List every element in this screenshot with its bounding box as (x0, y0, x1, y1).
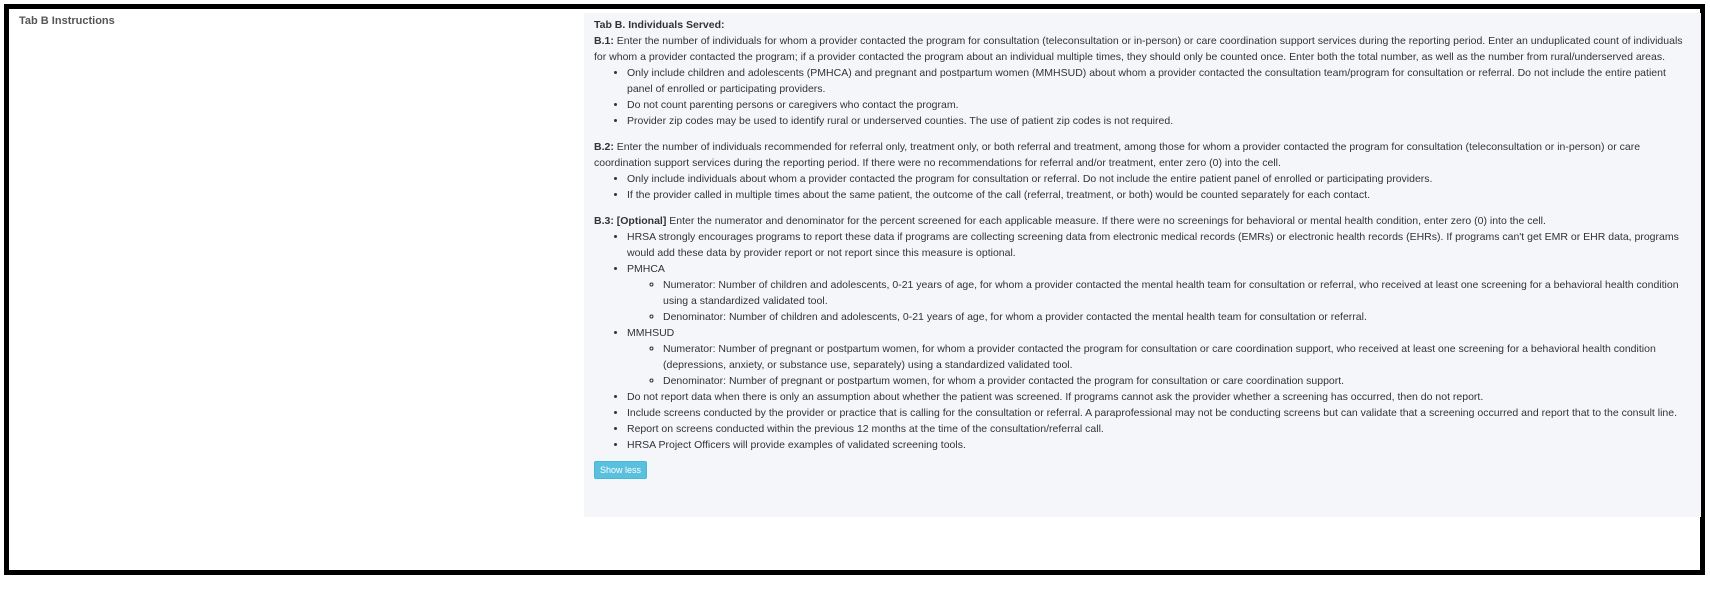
mmhsud-label: MMHSUD (627, 327, 675, 339)
b2-text: Enter the number of individuals recommended for referral only, treatment only, or both referral and treatment, among those for whom a provider contacted the program for consultation (teleconsultation or in-person) or care coordination support services during the reporting period. If there were no recommendations for referral and/or treatment, enter zero (0) into the cell. (594, 141, 1641, 169)
instructions-panel (584, 13, 1701, 517)
b3-list (594, 229, 1691, 453)
b3-paragraph (594, 213, 1691, 229)
show-less-button[interactable]: Show less (594, 461, 647, 479)
list-item: • Include screens conducted by the provider or practice that is calling for the consultation or referral. A paraprofessional may not be conducting screens but can validate that a screening occurred and report that to the consult line. (627, 405, 1691, 421)
list-item: ◦ Numerator: Number of children and adolescents, 0-21 years of age, for whom a provider contacted the mental health team for consultation or referral, who received at least one screening for a behavioral health condition using a standardized validated tool. (663, 277, 1691, 309)
b1-label: B.1: (594, 35, 614, 47)
list-item: ◦ Denominator: Number of pregnant or postpartum women, for whom a provider contacted the program for consultation or care coordination support. (663, 373, 1691, 389)
tab-title: Tab B. Individuals Served: (594, 19, 725, 31)
list-item: • Provider zip codes may be used to identify rural or underserved counties. The use of patient zip codes is not required. (627, 113, 1691, 129)
pmhca-sublist (627, 277, 1691, 325)
list-item (627, 261, 1691, 325)
list-item (627, 325, 1691, 389)
list-item: • HRSA strongly encourages programs to report these data if programs are collecting screening data from electronic medical records (EMRs) or electronic health records (EHRs). If programs can't get EMR or EHR data, programs would add these data by provider report or not report since this measure is optional. (627, 229, 1691, 261)
list-item: • Only include individuals about whom a provider contacted the program for consultation or referral. Do not include the entire patient panel of enrolled or participating providers. (627, 171, 1691, 187)
row-label: Tab B Instructions (19, 15, 115, 27)
b1-text: Enter the number of individuals for whom a provider contacted the program for consultation (teleconsultation or in-person) or care coordination support services during the reporting period. Enter an unduplicated count of individuals for whom a provider contacted the program; if a provider contacted the program about an individual multiple times, they should only be counted once. Enter both the total number, as well as the number from rural/underserved areas. (594, 35, 1683, 63)
b1-list (594, 65, 1691, 129)
mmhsud-sublist (627, 341, 1691, 389)
list-item: • Do not report data when there is only an assumption about whether the patient was screened. If programs cannot ask the provider whether a screening has occurred, then do not report. (627, 389, 1691, 405)
b3-text: Enter the numerator and denominator for the percent screened for each applicable measure. If there were no screenings for behavioral or mental health condition, enter zero (0) into the cell. (666, 215, 1546, 227)
list-item: • HRSA Project Officers will provide examples of validated screening tools. (627, 437, 1691, 453)
b1-paragraph (594, 33, 1691, 65)
pmhca-label: PMHCA (627, 263, 665, 275)
b2-label: B.2: (594, 141, 614, 153)
b2-list (594, 171, 1691, 203)
b2-paragraph (594, 139, 1691, 171)
list-item: • If the provider called in multiple times about the same patient, the outcome of the call (referral, treatment, or both) would be counted separately for each contact. (627, 187, 1691, 203)
list-item: • Only include children and adolescents (PMHCA) and pregnant and postpartum women (MMHSUD) about whom a provider contacted the consultation team/program for consultation or referral. Do not include the entire patient panel of enrolled or participating providers. (627, 65, 1691, 97)
list-item: ◦ Numerator: Number of pregnant or postpartum women, for whom a provider contacted the program for consultation or care coordination support, who received at least one screening for a behavioral health condition (depressions, anxiety, or substance use, separately) using a standardized validated tool. (663, 341, 1691, 373)
page-frame (4, 4, 1705, 575)
b3-label: B.3: [Optional] (594, 215, 667, 227)
list-item: • Do not count parenting persons or caregivers who contact the program. (627, 97, 1691, 113)
list-item: • Report on screens conducted within the previous 12 months at the time of the consultation/referral call. (627, 421, 1691, 437)
list-item: ◦ Denominator: Number of children and adolescents, 0-21 years of age, for whom a provider contacted the mental health team for consultation or referral. (663, 309, 1691, 325)
